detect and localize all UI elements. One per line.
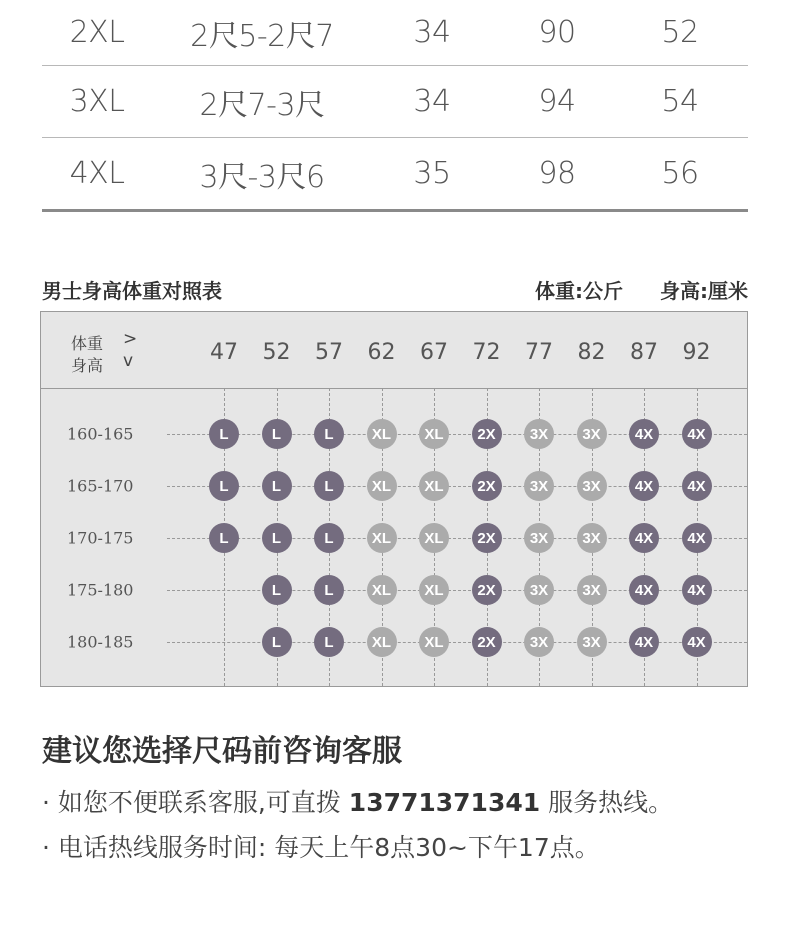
size-badge: L (209, 419, 239, 449)
size-badge: 3X (577, 523, 607, 553)
size-badge: 4X (682, 471, 712, 501)
size-badge: XL (367, 627, 397, 657)
size-badge: 3X (577, 471, 607, 501)
size-badge: XL (367, 419, 397, 449)
size-label: 4XL (69, 156, 125, 191)
size-badge: XL (367, 471, 397, 501)
measure-c: 54 (661, 84, 699, 119)
measure-a: 34 (413, 84, 451, 119)
size-badge: XL (419, 471, 449, 501)
height-range-label: 160-165 (67, 424, 134, 444)
weight-value: 82 (577, 340, 606, 365)
size-badge: 3X (524, 471, 554, 501)
size-badge: 4X (629, 575, 659, 605)
size-badge: 3X (524, 419, 554, 449)
size-badge: L (262, 575, 292, 605)
height-range-label: 165-170 (67, 476, 134, 496)
size-badge: L (262, 523, 292, 553)
size-badge: 3X (577, 419, 607, 449)
size-badge: XL (419, 627, 449, 657)
service-hours: · 电话热线服务时间: 每天上午8点30~下午17点。 (42, 833, 600, 862)
weight-value: 52 (262, 340, 291, 365)
measure-a: 35 (413, 156, 451, 191)
hotline-prefix: · 如您不便联系客服,可直拨 (42, 788, 349, 817)
size-badge: 4X (629, 471, 659, 501)
grid-header (41, 312, 747, 389)
grid-line-horizontal (167, 486, 747, 487)
size-badge: 4X (629, 627, 659, 657)
chevron-right-icon: > (123, 329, 138, 349)
weight-value: 67 (420, 340, 448, 365)
measure-b: 94 (538, 84, 576, 119)
size-label: 2XL (69, 15, 125, 50)
weight-value: 72 (472, 340, 501, 365)
chart-title: 男士身高体重对照表 (42, 279, 222, 303)
size-badge: 4X (682, 419, 712, 449)
weight-unit: 体重:公斤 (535, 279, 624, 303)
size-badge: L (262, 471, 292, 501)
grid-line-horizontal (167, 590, 747, 591)
chevron-down-icon: v (123, 351, 134, 371)
size-badge: L (209, 523, 239, 553)
measure-c: 52 (661, 15, 699, 50)
hotline-line (42, 783, 673, 819)
table-row (42, 66, 748, 138)
size-badge: 2X (472, 471, 502, 501)
advice-title: 建议您选择尺码前咨询客服 (42, 734, 402, 769)
size-badge: XL (367, 575, 397, 605)
size-badge: 4X (682, 627, 712, 657)
size-badge: 4X (629, 419, 659, 449)
size-badge: 3X (524, 575, 554, 605)
waist-range: 2尺5-2尺7 (190, 18, 334, 54)
size-table (42, 0, 748, 212)
phone-number: 13771371341 (348, 788, 541, 817)
height-axis-label: 身高 (71, 356, 104, 375)
size-badge: L (314, 575, 344, 605)
size-badge: L (209, 471, 239, 501)
waist-range: 3尺-3尺6 (199, 159, 325, 195)
measure-b: 98 (538, 156, 576, 191)
hotline-suffix: 服务热线。 (540, 788, 674, 817)
height-unit: 身高:厘米 (660, 279, 748, 303)
size-badge: L (262, 627, 292, 657)
grid-line-horizontal (167, 434, 747, 435)
waist-range: 2尺7-3尺 (199, 87, 325, 123)
grid-line-horizontal (167, 642, 747, 643)
weight-value: 47 (210, 340, 238, 365)
weight-value: 62 (367, 340, 396, 365)
height-range-label: 180-185 (67, 632, 134, 652)
size-badge: L (262, 419, 292, 449)
measure-a: 34 (413, 15, 451, 50)
weight-value: 57 (315, 340, 343, 365)
size-badge: 3X (524, 523, 554, 553)
size-badge: 3X (577, 575, 607, 605)
size-badge: L (314, 627, 344, 657)
weight-value: 77 (525, 340, 553, 365)
units-legend (505, 275, 748, 304)
height-range-label: 175-180 (67, 580, 134, 600)
size-badge: XL (419, 523, 449, 553)
size-badge: XL (419, 575, 449, 605)
weight-value: 92 (682, 340, 711, 365)
size-badge: 2X (472, 419, 502, 449)
measure-b: 90 (538, 15, 576, 50)
size-badge: 3X (577, 627, 607, 657)
size-badge: XL (419, 419, 449, 449)
size-grid (40, 311, 748, 687)
size-badge: 4X (682, 523, 712, 553)
size-badge: 2X (472, 627, 502, 657)
size-badge: 2X (472, 575, 502, 605)
size-label: 3XL (69, 84, 125, 119)
size-badge: 4X (629, 523, 659, 553)
size-badge: 2X (472, 523, 502, 553)
table-row (42, 138, 748, 212)
size-badge: 3X (524, 627, 554, 657)
size-badge: XL (367, 523, 397, 553)
size-badge: L (314, 523, 344, 553)
size-badge: 4X (682, 575, 712, 605)
size-badge: L (314, 471, 344, 501)
weight-axis-label: 体重 (71, 334, 104, 353)
table-row (42, 0, 748, 66)
grid-line-horizontal (167, 538, 747, 539)
weight-value: 87 (630, 340, 658, 365)
measure-c: 56 (661, 156, 699, 191)
height-range-label: 170-175 (67, 528, 134, 548)
size-badge: L (314, 419, 344, 449)
